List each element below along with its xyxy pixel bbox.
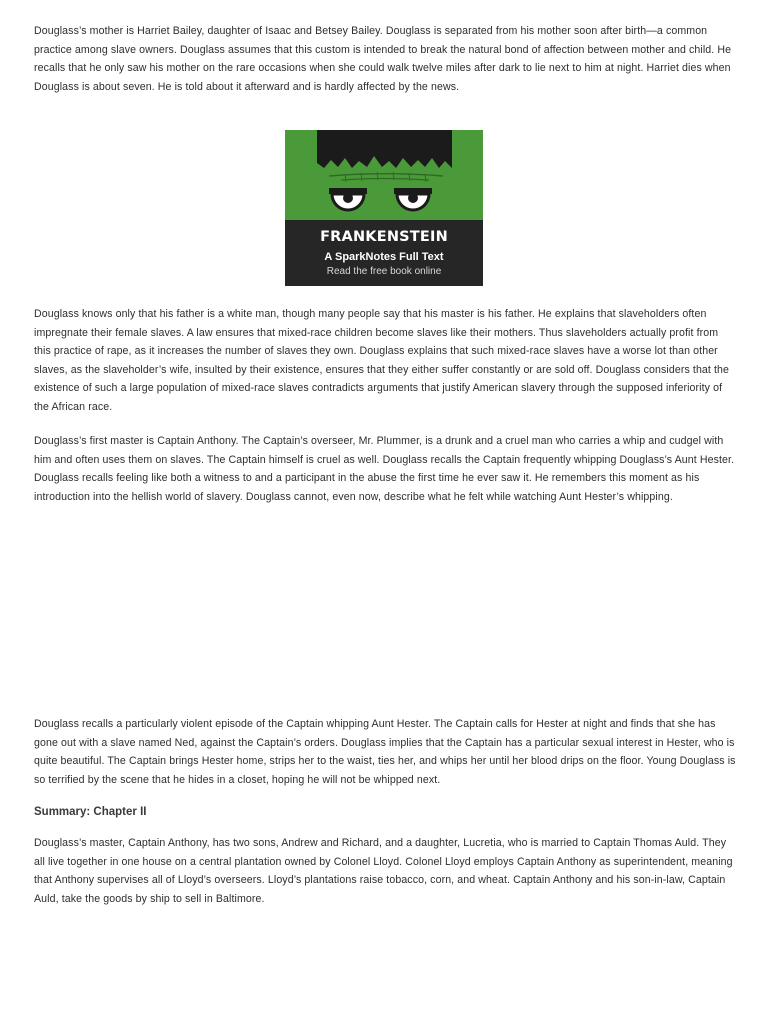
summary-paragraph-aunt-hester: Douglass recalls a particularly violent episode of the Captain whipping Aunt Hester. The Captain calls for Hester at night and finds that she has gone out with a slave named Ned, against the Captain’s orders. Douglass implies that the Captain has a particular sexual interest in Hester, who is quite beautiful. The Captain brings Hester home, strips her to the waist, ties her, and whips her until her blood drips on the floor. Young Douglass is so terrified by the scene that he hides in a closet, hoping he will not be whipped next. <box>34 718 736 786</box>
summary-paragraph-chapter-ii: Douglass’s master, Captain Anthony, has two sons, Andrew and Richard, and a daughter, Lucretia, who is married to Captain Thomas Auld. They all live together in one house on a central plantation owned by Colonel Lloyd. Colonel Lloyd employs Captain Anthony as superintendent, meaning that Anthony supervises all of Lloyd’s overseers. Lloyd’s plantations raise tobacco, corn, and wheat. Captain Anthony and his son-in-law, Captain Auld, take the goods by ship to sell in Baltimore. <box>34 837 733 905</box>
section-heading-chapter-ii: Summary: Chapter II <box>34 806 147 818</box>
promo-cta-link[interactable]: Read the free book online <box>326 266 442 277</box>
summary-paragraph-mother: Douglass’s mother is Harriet Bailey, daughter of Isaac and Betsey Bailey. Douglass is separated from his mother soon after birth—a common practice among slave owners. Douglass assumes that this custom is intended to break the natural bond of affection between mother and child. He recalls that he only saw his mother on the rare occasions when she could walk twelve miles after dark to lie next to him at night. Harriet dies when Douglass is about seven. He is told about it afterward and is hardly affected by the news. <box>34 25 732 93</box>
summary-paragraph-captain-anthony: Douglass’s first master is Captain Anthony. The Captain’s overseer, Mr. Plummer, is a drunk and a cruel man who carries a whip and cudgel with him and often uses them on slaves. The Captain himself is cruel as well. Douglass recalls the Captain frequently whipping Douglass’s Aunt Hester. Douglass recalls feeling like both a witness to and a participant in the abuse the first time he ever saw it. He remembers this moment as his introduction into the hellish world of slavery. Douglass cannot, even now, describe what he felt while watching Aunt Hester’s whipping. <box>34 435 735 503</box>
summary-paragraph-father: Douglass knows only that his father is a white man, though many people say that his master is his father. He explains that slaveholders often impregnate their female slaves. A law ensures that mixed-race children become slaves like their mothers. Thus slaveholders actually profit from this practice of rape, as it increases the number of slaves they own. Douglass explains that such mixed-race slaves have a worse lot than other slaves, as the slaveholder’s wife, insulted by their existence, ensures that they either suffer constantly or are sold off. Douglass considers that the existence of such a large population of mixed-race slaves contradicts arguments that justify American slavery through the supposed inferiority of the African race. <box>34 308 730 413</box>
frankenstein-promo-banner[interactable] <box>285 130 483 286</box>
frankenstein-illustration <box>285 130 483 220</box>
promo-caption-band <box>285 220 483 286</box>
frankenstein-face-icon <box>285 130 483 220</box>
promo-subtitle: A SparkNotes Full Text <box>324 251 444 263</box>
promo-title: FRANKENSTEIN <box>320 229 448 245</box>
